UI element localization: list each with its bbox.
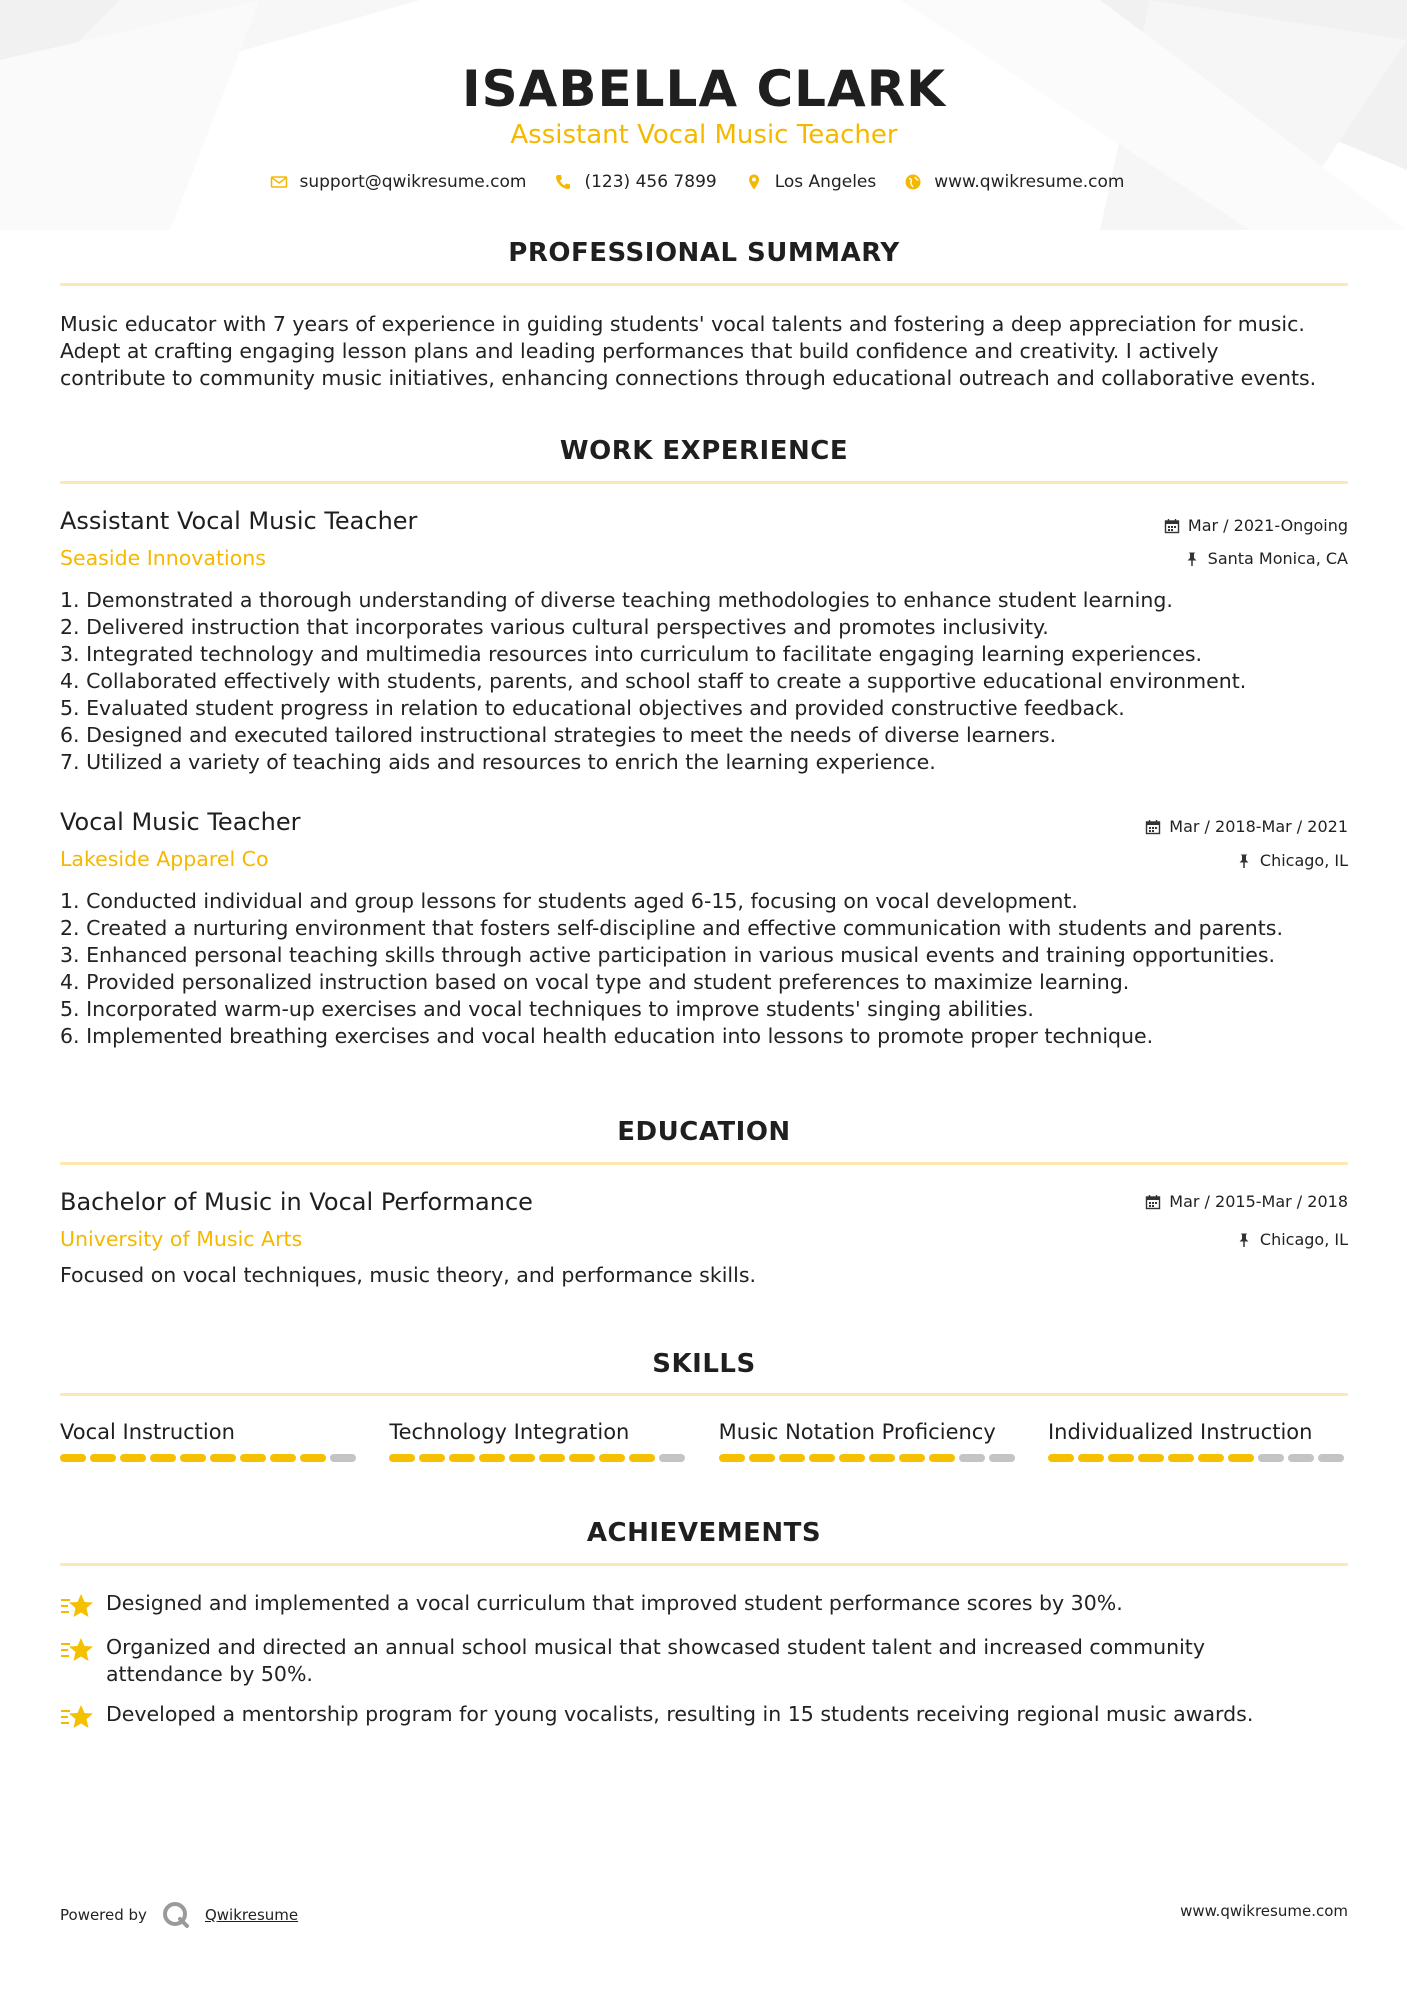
skills-heading: SKILLS [652, 1349, 756, 1379]
skill-name: Vocal Instruction [60, 1420, 235, 1444]
skill-dot-empty [330, 1454, 356, 1462]
skill-dot-empty [659, 1454, 685, 1462]
skill-dot-filled [719, 1454, 745, 1462]
skill-dot-filled [599, 1454, 625, 1462]
list-item: 5. Incorporated warm-up exercises and vocal techniques to improve students' singing abilities. [60, 997, 1034, 1021]
skill-dot-filled [120, 1454, 146, 1462]
brand-link[interactable]: Qwikresume [204, 1906, 299, 1924]
skill-dot-filled [1228, 1454, 1254, 1462]
phone-icon [554, 173, 572, 191]
list-item: 3. Enhanced personal teaching skills through active participation in various musical events and training opportunities. [60, 943, 1276, 967]
list-item: 1. Conducted individual and group lessons for students aged 6-15, focusing on vocal development. [60, 889, 1078, 913]
skill-dot-filled [569, 1454, 595, 1462]
skill-dot-filled [629, 1454, 655, 1462]
job-location-text: Chicago, IL [1259, 851, 1348, 870]
location-text: Los Angeles [774, 172, 877, 192]
calendar-icon [1164, 518, 1180, 534]
envelope-icon [270, 173, 288, 191]
contact-bar [60, 172, 1348, 192]
achievement-text: Developed a mentorship program for young vocalists, resulting in 15 students receiving regional music awards. [106, 1702, 1254, 1726]
job-dates-text: Mar / 2018-Mar / 2021 [1169, 817, 1348, 836]
contact-website[interactable] [904, 172, 1124, 192]
skill-item [719, 1420, 1019, 1462]
job-duties [60, 587, 1348, 776]
star-icon [60, 1592, 94, 1620]
degree-title: Bachelor of Music in Vocal Performance [60, 1188, 533, 1216]
job-dates [1164, 516, 1348, 535]
job-dates-text: Mar / 2021-Ongoing [1187, 516, 1348, 535]
education-dates [1145, 1192, 1348, 1211]
skills-divider [60, 1393, 1348, 1396]
skill-dot-filled [449, 1454, 475, 1462]
achievement-text: Designed and implemented a vocal curriculum that improved student performance scores by 30%. [106, 1591, 1123, 1615]
school-name: University of Music Arts [60, 1227, 303, 1251]
skill-dot-filled [749, 1454, 775, 1462]
list-item: 2. Delivered instruction that incorporates various cultural perspectives and promotes inclusivity. [60, 615, 1049, 639]
skill-dot-filled [479, 1454, 505, 1462]
contact-location [745, 172, 877, 192]
contact-phone[interactable] [554, 172, 716, 192]
job-dates [1145, 817, 1348, 836]
website-text: www.qwikresume.com [934, 172, 1125, 192]
skill-dot-empty [1288, 1454, 1314, 1462]
skill-dot-filled [839, 1454, 865, 1462]
skill-dot-filled [539, 1454, 565, 1462]
list-item: 4. Provided personalized instruction based on vocal type and student preferences to maximize learning. [60, 970, 1130, 994]
skills-list [60, 1420, 1348, 1462]
star-icon [60, 1636, 94, 1664]
candidate-name: ISABELLA CLARK [462, 60, 946, 118]
achievement-text: Organized and directed an annual school musical that showcased student talent and increased community attendance by 50%. [106, 1635, 1205, 1686]
phone-text: (123) 456 7899 [584, 172, 717, 192]
skill-dot-filled [809, 1454, 835, 1462]
footer-url[interactable]: www.qwikresume.com [1180, 1902, 1348, 1920]
star-icon [60, 1703, 94, 1731]
skill-dot-filled [419, 1454, 445, 1462]
education-location-text: Chicago, IL [1259, 1230, 1348, 1249]
education-description: Focused on vocal techniques, music theory, and performance skills. [60, 1263, 757, 1287]
powered-by [60, 1900, 298, 1930]
list-item: 3. Integrated technology and multimedia resources into curriculum to facilitate engaging learning experiences. [60, 642, 1203, 666]
education-location [1236, 1230, 1348, 1249]
skill-item [60, 1420, 360, 1462]
skill-rating [60, 1454, 360, 1462]
summary-line: Adept at crafting engaging lesson plans and leading performances that build confidence and creativity. I actively [60, 339, 1219, 363]
job-company: Seaside Innovations [60, 546, 266, 570]
qwikresume-logo-icon [161, 1900, 191, 1930]
skill-dot-empty [989, 1454, 1015, 1462]
job-location [1184, 549, 1348, 568]
list-item: 4. Collaborated effectively with students, parents, and school staff to create a supportive educational environment. [60, 669, 1247, 693]
job-title: Assistant Vocal Music Teacher [60, 507, 418, 535]
pushpin-icon [1236, 853, 1252, 869]
list-item: 5. Evaluated student progress in relation to educational objectives and provided constructive feedback. [60, 696, 1125, 720]
list-item: 2. Created a nurturing environment that fosters self-discipline and effective communication with students and parents. [60, 916, 1283, 940]
achievement-item [60, 1634, 1280, 1688]
globe-icon [904, 173, 922, 191]
skill-name: Technology Integration [389, 1420, 630, 1444]
skill-dot-filled [60, 1454, 86, 1462]
list-item: 6. Implemented breathing exercises and vocal health education into lessons to promote proper technique. [60, 1024, 1154, 1048]
calendar-icon [1145, 819, 1161, 835]
skill-dot-filled [869, 1454, 895, 1462]
skill-item [389, 1420, 689, 1462]
summary-heading: PROFESSIONAL SUMMARY [508, 238, 900, 268]
pushpin-icon [1236, 1232, 1252, 1248]
job-location-text: Santa Monica, CA [1207, 549, 1348, 568]
job-duties [60, 888, 1348, 1050]
skill-dot-filled [210, 1454, 236, 1462]
skill-dot-filled [779, 1454, 805, 1462]
skill-dot-filled [1048, 1454, 1074, 1462]
skill-dot-filled [899, 1454, 925, 1462]
list-item: 6. Designed and executed tailored instructional strategies to meet the needs of diverse learners. [60, 723, 1057, 747]
skill-dot-empty [959, 1454, 985, 1462]
skill-dot-filled [1168, 1454, 1194, 1462]
skill-rating [1048, 1454, 1348, 1462]
achievement-item [60, 1590, 1348, 1620]
experience-heading: WORK EXPERIENCE [559, 436, 849, 466]
skill-dot-filled [240, 1454, 266, 1462]
skill-dot-filled [150, 1454, 176, 1462]
skill-dot-filled [300, 1454, 326, 1462]
skill-dot-filled [180, 1454, 206, 1462]
job-title: Vocal Music Teacher [60, 808, 301, 836]
list-item: 7. Utilized a variety of teaching aids and resources to enrich the learning experience. [60, 750, 936, 774]
candidate-title: Assistant Vocal Music Teacher [510, 120, 898, 150]
skill-dot-filled [509, 1454, 535, 1462]
skill-dot-filled [270, 1454, 296, 1462]
skill-rating [719, 1454, 1019, 1462]
skill-dot-filled [1198, 1454, 1224, 1462]
powered-by-label: Powered by [60, 1906, 147, 1924]
skill-dot-empty [1258, 1454, 1284, 1462]
achievements-heading: ACHIEVEMENTS [586, 1518, 822, 1548]
calendar-icon [1145, 1194, 1161, 1210]
education-divider [60, 1162, 1348, 1165]
skill-dot-filled [1138, 1454, 1164, 1462]
job-company: Lakeside Apparel Co [60, 847, 269, 871]
list-item: 1. Demonstrated a thorough understanding of diverse teaching methodologies to enhance student learning. [60, 588, 1173, 612]
skill-name: Music Notation Proficiency [718, 1420, 996, 1444]
summary-text [60, 311, 1348, 392]
skill-dot-filled [90, 1454, 116, 1462]
contact-email[interactable] [270, 172, 527, 192]
skill-dot-filled [929, 1454, 955, 1462]
summary-line: contribute to community music initiatives, enhancing connections through educational outreach and collaborative events. [60, 366, 1317, 390]
job-location [1236, 851, 1348, 870]
education-dates-text: Mar / 2015-Mar / 2018 [1169, 1192, 1348, 1211]
summary-divider [60, 283, 1348, 286]
achievement-item [60, 1701, 1348, 1731]
achievements-divider [60, 1563, 1348, 1566]
experience-divider [60, 481, 1348, 484]
skill-dot-empty [1318, 1454, 1344, 1462]
education-heading: EDUCATION [617, 1117, 791, 1147]
summary-line: Music educator with 7 years of experience in guiding students' vocal talents and fostering a deep appreciation for music. [60, 312, 1305, 336]
skill-item [1048, 1420, 1348, 1462]
skill-dot-filled [1078, 1454, 1104, 1462]
map-pin-icon [745, 173, 763, 191]
email-text: support@qwikresume.com [299, 172, 527, 192]
skill-name: Individualized Instruction [1047, 1420, 1313, 1444]
skill-dot-filled [389, 1454, 415, 1462]
skill-dot-filled [1108, 1454, 1134, 1462]
skill-rating [389, 1454, 689, 1462]
pushpin-icon [1184, 551, 1200, 567]
